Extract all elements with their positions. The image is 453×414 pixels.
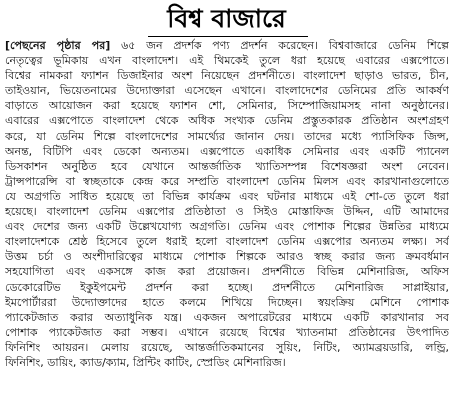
body-line: বিশ্বের নামকরা ফ্যাশন ডিজাইনার অংশ নিয়েছেন প্রদর্শনীতে। বাংলাদেশ ছাড়াও ভারত, চীন, <box>5 69 449 83</box>
body-line: বাড়াতে আয়োজন করা হয়েছে ফ্যাশন শো, সেমিনার, সিম্পোজিয়ামসহ নানা অনুষ্ঠানের। <box>5 99 449 113</box>
body-line: ডেকোরেটিভ ইকুইপমেন্ট প্রদর্শন করা হচ্ছে। প্রদর্শনীতে মেশিনারিজ সাপ্লাইয়ার, <box>5 280 449 294</box>
body-line: ইমপোর্টাররা উদ্যোক্তাদের হাতে কলমে শিখিয়ে দিচ্ছেন। স্বয়ংক্রিয় মেশিনে পোশাক <box>5 295 449 309</box>
body-line: তাইওয়ান, ভিয়েতনামের উদ্যোক্তারা এসেছেন এখানে। বাংলাদেশের ডেনিমের প্রতি আকর্ষণ <box>5 84 449 98</box>
body-line: এবং দেশের জন্য একটি উল্লেখযোগ্য অগ্রগতি। ডেনিম এবং পোশাক শিল্পের উন্নতির মাধ্যমে <box>5 220 449 234</box>
article-body <box>5 38 449 370</box>
body-line: ফিনিশিং, ডায়িং, ক্যাড/ক্যাম, প্রিন্টিং কাটিং, স্প্রেডিং মেশিনারিজ। <box>5 355 286 369</box>
body-line: যে অগ্রগতি সাধিত হয়েছে তা বিভিন্ন কার্যক্রম এবং ঘটনার মাধ্যমে এই শো-তে তুলে ধরা <box>5 189 449 203</box>
body-line: ট্রান্সপারেন্সি বা স্বচ্ছতাকে কেন্দ্র করে সম্প্রতি বাংলাদেশ ডেনিম মিলস এবং কারখানাগুলোতে <box>5 174 449 188</box>
continuation-label: [পেছনের পৃষ্ঠার পর] <box>5 39 111 52</box>
body-line: করে, যা ডেনিম শিল্পে বাংলাদেশের সামর্থ্যের জানান দেয়। তাদের মধ্যে প্যাসিফিক জিন্স, <box>5 129 449 143</box>
headline: বিশ্ব বাজারে <box>167 4 286 33</box>
body-line-text: ৬৫ জন প্রদর্শক পণ্য প্রদর্শন করেছেন। বিশ্ববাজারে ডেনিম শিল্পে <box>110 39 449 52</box>
body-line: উত্তম চর্চা ও অংশীদারিত্বের মাধ্যমে পোশাক শিল্পকে আরও স্বচ্ছ করার জন্য ক্রমবর্ধমান <box>5 250 449 264</box>
body-line <box>5 38 449 53</box>
body-line: ডিসকাশন অনুষ্ঠিত হবে যেখানে আন্তর্জাতিক খ্যাতিসম্পন্ন বিশেষজ্ঞরা অংশ নেবেন। <box>5 159 449 173</box>
body-line: সহযোগিতা এবং একসঙ্গে কাজ করা প্রয়োজন। প্রদর্শনীতে বিভিন্ন মেশিনারিজ, অফিস <box>5 265 449 279</box>
body-line: বাংলাদেশকে শ্রেষ্ঠ হিসেবে তুলে ধরাই হলো বাংলাদেশ ডেনিম এক্সপোর অন্যতম লক্ষ্য। সর্ব <box>5 235 449 249</box>
headline-underline <box>148 36 308 37</box>
body-line: পোশাক প্যাকেটজাত করা সম্ভব। এখানে রয়েছে বিশ্বের খ্যাতনামা প্রতিষ্ঠানের উৎপাদিত <box>5 325 449 339</box>
body-line: অনন্ত, বিটিপি এবং ডেকো অন্যতম। এক্সপোতে একাধিক সেমিনার এবং একটি প্যানেল <box>5 144 449 158</box>
body-line: প্যাকেটজাত করার অত্যাধুনিক যন্ত্র। একজন অপারেটরের মাধ্যমে একটি কারখানার সব <box>5 310 449 324</box>
body-line: এবারের এক্সপোতে বাংলাদেশ থেকে অধিক সংখ্যক ডেনিম প্রস্তুতকারক প্রতিষ্ঠান অংশগ্রহণ <box>5 114 449 128</box>
body-line: ফিনিশিং আয়রন। মেলায় রয়েছে, আন্তর্জাতিকমানের সুয়িং, নিটিং, অ্যামব্রয়ডারি, লন্ড্রি, <box>5 340 449 354</box>
body-line: নেতৃত্বের ভূমিকায় এখন বাংলাদেশ। এই থিমকেই তুলে ধরা হয়েছে এবারের এক্সপোতে। <box>5 54 449 68</box>
body-line: হয়েছে। বাংলাদেশ ডেনিম এক্সপোর প্রতিষ্ঠাতা ও সিইও মোস্তাফিজ উদ্দিন, এটি আমাদের <box>5 205 449 219</box>
